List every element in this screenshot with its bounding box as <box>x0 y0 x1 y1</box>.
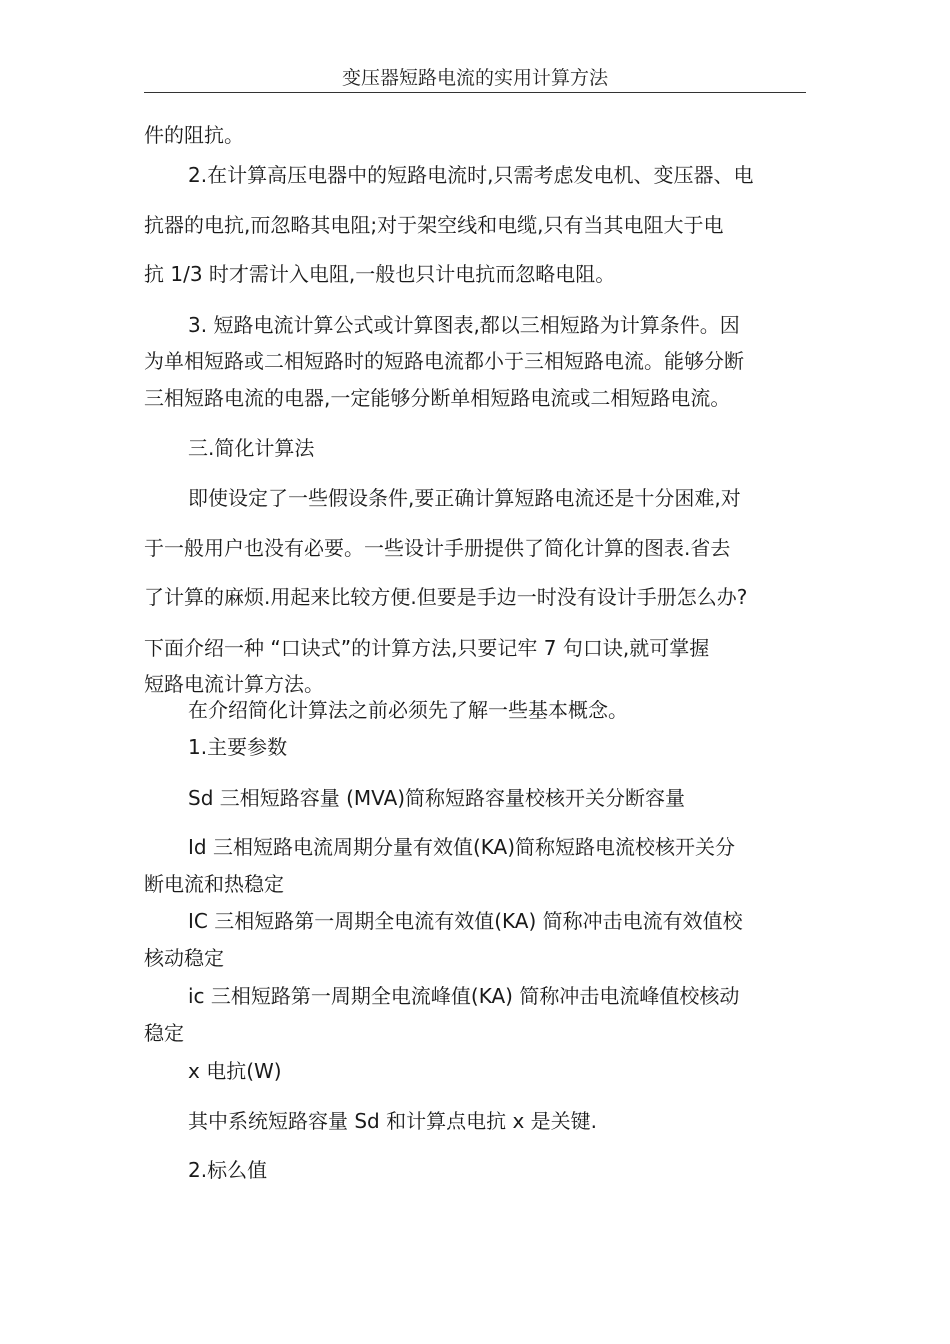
paragraph-line: 即使设定了一些假设条件,要正确计算短路电流还是十分困难,对 <box>188 486 741 510</box>
paragraph-line: 抗 1/3 时才需计入电阻,一般也只计电抗而忽略电阻。 <box>144 262 616 286</box>
parameter-line: x 电抗(W) <box>188 1059 282 1083</box>
parameter-line: 核动稳定 <box>144 946 224 970</box>
paragraph-line: 为单相短路或二相短路时的短路电流都小于三相短路电流。能够分断 <box>144 349 744 373</box>
parameter-line: Id 三相短路电流周期分量有效值(KA)简称短路电流校核开关分 <box>188 835 736 859</box>
paragraph-line: 了计算的麻烦.用起来比较方便.但要是手边一时没有设计手册怎么办? <box>144 585 748 609</box>
paragraph-line: 其中系统短路容量 Sd 和计算点电抗 x 是关键. <box>188 1109 598 1133</box>
parameter-line: ic 三相短路第一周期全电流峰值(KA) 简称冲击电流峰值校核动 <box>188 984 740 1008</box>
parameter-line: 稳定 <box>144 1021 184 1045</box>
page-header-title: 变压器短路电流的实用计算方法 <box>341 67 608 89</box>
paragraph-line: 三相短路电流的电器,一定能够分断单相短路电流或二相短路电流。 <box>144 386 731 410</box>
subsection-heading: 2.标么值 <box>188 1158 268 1182</box>
header-divider <box>144 92 806 93</box>
section-heading: 三.简化计算法 <box>188 436 315 460</box>
paragraph-line: 2.在计算高压电器中的短路电流时,只需考虑发电机、变压器、电 <box>188 163 754 187</box>
paragraph-line: 抗器的电抗,而忽略其电阻;对于架空线和电缆,只有当其电阻大于电 <box>144 213 724 237</box>
paragraph-line: 在介绍简化计算法之前必须先了解一些基本概念。 <box>188 698 628 722</box>
paragraph-line: 于一般用户也没有必要。一些设计手册提供了简化计算的图表.省去 <box>144 536 731 560</box>
paragraph-line: 件的阻抗。 <box>144 123 244 147</box>
paragraph-line: 下面介绍一种 “口诀式”的计算方法,只要记牢 7 句口诀,就可掌握 <box>144 636 710 660</box>
parameter-line: 断电流和热稳定 <box>144 872 284 896</box>
parameter-line: Sd 三相短路容量 (MVA)简称短路容量校核开关分断容量 <box>188 786 686 810</box>
paragraph-line: 短路电流计算方法。 <box>144 672 324 696</box>
subsection-heading: 1.主要参数 <box>188 735 288 759</box>
parameter-line: IC 三相短路第一周期全电流有效值(KA) 简称冲击电流有效值校 <box>188 909 743 933</box>
paragraph-line: 3. 短路电流计算公式或计算图表,都以三相短路为计算条件。因 <box>188 313 740 337</box>
